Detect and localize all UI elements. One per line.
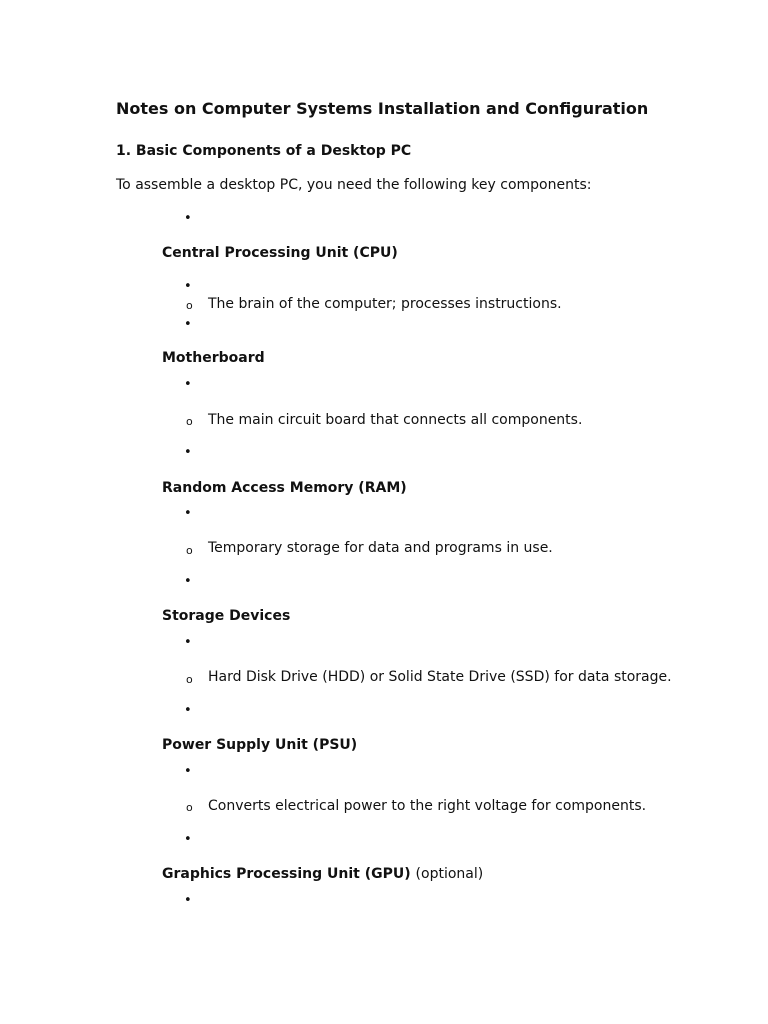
- component-heading-ram: Random Access Memory (RAM): [162, 480, 407, 496]
- bullet-marker: •: [184, 893, 192, 908]
- component-description-storage: Hard Disk Drive (HDD) or Solid State Drive (SSD) for data storage.: [208, 669, 672, 685]
- bullet-marker: •: [184, 764, 192, 779]
- component-name-gpu: Graphics Processing Unit (GPU): [162, 866, 411, 882]
- component-description-psu: Converts electrical power to the right voltage for components.: [208, 798, 647, 814]
- optional-note: (optional): [415, 866, 484, 882]
- bullet-marker: •: [184, 377, 192, 392]
- section-heading: 1. Basic Components of a Desktop PC: [116, 143, 412, 159]
- sub-bullet-marker: o: [186, 544, 193, 557]
- component-heading-motherboard: Motherboard: [162, 350, 265, 366]
- bullet-marker: •: [184, 635, 192, 650]
- sub-bullet-marker: o: [186, 415, 193, 428]
- component-heading-gpu: [162, 867, 483, 881]
- sub-bullet-marker: o: [186, 299, 193, 312]
- component-heading-psu: Power Supply Unit (PSU): [162, 737, 358, 753]
- sub-bullet-marker: o: [186, 801, 193, 814]
- bullet-marker: •: [184, 832, 192, 847]
- document-title: Notes on Computer Systems Installation and Configuration: [116, 99, 649, 118]
- bullet-marker: •: [184, 506, 192, 521]
- bullet-marker: •: [184, 703, 192, 718]
- component-heading-cpu: Central Processing Unit (CPU): [162, 245, 398, 261]
- section-intro: To assemble a desktop PC, you need the following key components:: [116, 177, 592, 193]
- bullet-marker: •: [184, 279, 192, 294]
- bullet-marker: •: [184, 317, 192, 332]
- bullet-marker: •: [184, 211, 192, 226]
- component-description-ram: Temporary storage for data and programs in use.: [208, 540, 553, 556]
- bullet-marker: •: [184, 574, 192, 589]
- sub-bullet-marker: o: [186, 673, 193, 686]
- component-description-cpu: The brain of the computer; processes instructions.: [208, 296, 562, 312]
- component-heading-storage: Storage Devices: [162, 608, 291, 624]
- bullet-marker: •: [184, 445, 192, 460]
- component-description-motherboard: The main circuit board that connects all components.: [208, 412, 583, 428]
